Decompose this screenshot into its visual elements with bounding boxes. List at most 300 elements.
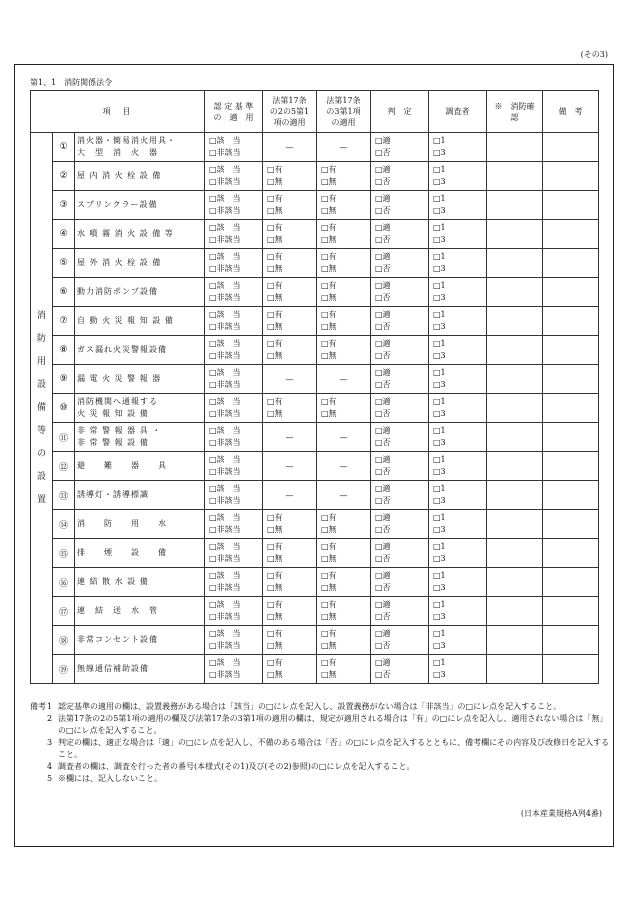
confirm-cell[interactable] <box>487 307 543 336</box>
confirm-cell[interactable] <box>487 510 543 539</box>
item-name-line: 水 噴 霧 消 火 設 備 等 <box>77 229 174 238</box>
checkbox-option[interactable]: □該 当 <box>209 223 241 232</box>
checkbox-option[interactable]: □無 <box>321 670 337 679</box>
standard-cell <box>205 336 263 365</box>
confirm-cell[interactable] <box>487 162 543 191</box>
checkbox-option[interactable]: □1 <box>433 426 446 435</box>
standard-cell <box>205 539 263 568</box>
law-1-not-applicable: — <box>263 133 317 162</box>
checkbox-option[interactable]: □1 <box>433 368 446 377</box>
judgment-cell <box>371 568 429 597</box>
checkbox-option[interactable]: □非該当 <box>209 264 241 273</box>
note-item <box>30 701 610 713</box>
checkbox-option[interactable]: □非該当 <box>209 409 241 418</box>
checkbox-option[interactable]: □否 <box>375 438 391 447</box>
checkbox-option[interactable]: □適 <box>375 281 391 290</box>
item-name <box>75 539 205 568</box>
checkbox-option[interactable]: □適 <box>375 600 391 609</box>
checkbox-option[interactable]: □該 当 <box>209 397 241 406</box>
judgment-cell <box>371 539 429 568</box>
checkbox-option[interactable]: □1 <box>433 223 446 232</box>
confirm-cell[interactable] <box>487 452 543 481</box>
checkbox-option[interactable]: □1 <box>433 455 446 464</box>
table-row <box>31 655 599 684</box>
checkbox-option[interactable]: □有 <box>267 310 283 319</box>
inspector-cell <box>429 568 487 597</box>
checkbox-option[interactable]: □1 <box>433 513 446 522</box>
item-name <box>75 220 205 249</box>
checkbox-option[interactable]: □否 <box>375 612 391 621</box>
checkbox-option[interactable]: □3 <box>433 264 446 273</box>
table-row <box>31 481 599 510</box>
item-number: ③ <box>53 191 75 220</box>
checkbox-option[interactable]: □非該当 <box>209 554 241 563</box>
checkbox-option[interactable]: □適 <box>375 165 391 174</box>
inspector-cell <box>429 365 487 394</box>
confirm-cell[interactable] <box>487 191 543 220</box>
remarks-cell[interactable] <box>543 423 599 452</box>
checkbox-option[interactable]: □否 <box>375 409 391 418</box>
law-1-cell <box>263 626 317 655</box>
checkbox-option[interactable]: □該 当 <box>209 600 241 609</box>
checkbox-option[interactable]: □該 当 <box>209 513 241 522</box>
checkbox-option[interactable]: □適 <box>375 339 391 348</box>
checkbox-option[interactable]: □適 <box>375 484 391 493</box>
checkbox-option[interactable]: □該 当 <box>209 368 241 377</box>
checkbox-option[interactable]: □非該当 <box>209 177 241 186</box>
note-item <box>30 713 610 737</box>
table-row <box>31 510 599 539</box>
header-law-1-line: の2の5第1 <box>269 107 310 116</box>
item-number: ⑫ <box>53 452 75 481</box>
checkbox-option[interactable]: □3 <box>433 583 446 592</box>
judgment-cell <box>371 278 429 307</box>
checkbox-option[interactable]: □無 <box>267 612 283 621</box>
checkbox-option[interactable]: □無 <box>321 583 337 592</box>
header-law-2-line: の3第1項 <box>326 107 361 116</box>
checkbox-option[interactable]: □否 <box>375 235 391 244</box>
checkbox-option[interactable]: □該 当 <box>209 252 241 261</box>
checkbox-option[interactable]: □該 当 <box>209 136 241 145</box>
checkbox-option[interactable]: □無 <box>321 235 337 244</box>
checkbox-option[interactable]: □該 当 <box>209 339 241 348</box>
confirm-cell[interactable] <box>487 655 543 684</box>
standard-cell <box>205 191 263 220</box>
checkbox-option[interactable]: □該 当 <box>209 484 241 493</box>
checkbox-option[interactable]: □適 <box>375 455 391 464</box>
item-number: ⑥ <box>53 278 75 307</box>
checkbox-option[interactable]: □非該当 <box>209 322 241 331</box>
checkbox-option[interactable]: □該 当 <box>209 571 241 580</box>
checkbox-option[interactable]: □無 <box>267 670 283 679</box>
checkbox-option[interactable]: □有 <box>267 397 283 406</box>
checkbox-option[interactable]: □非該当 <box>209 670 241 679</box>
remarks-cell[interactable] <box>543 249 599 278</box>
confirm-cell[interactable] <box>487 626 543 655</box>
checkbox-option[interactable]: □3 <box>433 496 446 505</box>
remarks-cell[interactable] <box>543 307 599 336</box>
remarks-cell[interactable] <box>543 510 599 539</box>
checkbox-option[interactable]: □有 <box>267 339 283 348</box>
remarks-cell[interactable] <box>543 133 599 162</box>
checkbox-option[interactable]: □否 <box>375 554 391 563</box>
checkbox-option[interactable]: □3 <box>433 148 446 157</box>
judgment-cell <box>371 597 429 626</box>
law-2-cell <box>317 336 371 365</box>
item-name <box>75 568 205 597</box>
confirm-cell[interactable] <box>487 597 543 626</box>
item-name <box>75 510 205 539</box>
checkbox-option[interactable]: □無 <box>321 641 337 650</box>
checkbox-option[interactable]: □無 <box>267 206 283 215</box>
checkbox-option[interactable]: □有 <box>321 600 337 609</box>
checkbox-option[interactable]: □有 <box>267 571 283 580</box>
confirm-cell[interactable] <box>487 336 543 365</box>
remarks-cell[interactable] <box>543 626 599 655</box>
checkbox-option[interactable]: □該 当 <box>209 194 241 203</box>
checkbox-option[interactable]: □有 <box>321 397 337 406</box>
item-name-line: 避 難 器 具 <box>77 461 167 470</box>
checkbox-option[interactable]: □3 <box>433 235 446 244</box>
law-2-cell <box>317 655 371 684</box>
remarks-cell[interactable] <box>543 568 599 597</box>
checkbox-option[interactable]: □1 <box>433 136 446 145</box>
inspector-cell <box>429 220 487 249</box>
checkbox-option[interactable]: □3 <box>433 409 446 418</box>
judgment-cell <box>371 249 429 278</box>
standard-cell <box>205 133 263 162</box>
checkbox-option[interactable]: □無 <box>321 554 337 563</box>
inspector-cell <box>429 597 487 626</box>
checkbox-option[interactable]: □否 <box>375 206 391 215</box>
remarks-cell[interactable] <box>543 365 599 394</box>
checkbox-option[interactable]: □適 <box>375 252 391 261</box>
remarks-cell[interactable] <box>543 452 599 481</box>
checkbox-option[interactable]: □非該当 <box>209 235 241 244</box>
law-2-cell <box>317 162 371 191</box>
checkbox-option[interactable]: □無 <box>321 351 337 360</box>
remarks-cell[interactable] <box>543 278 599 307</box>
checkbox-option[interactable]: □有 <box>321 223 337 232</box>
checkbox-option[interactable]: □該 当 <box>209 455 241 464</box>
checkbox-option[interactable]: □無 <box>321 293 337 302</box>
checkbox-option[interactable]: □否 <box>375 351 391 360</box>
confirm-cell[interactable] <box>487 539 543 568</box>
checkbox-option[interactable]: □有 <box>267 542 283 551</box>
checkbox-option[interactable]: □適 <box>375 194 391 203</box>
header-law-2-line: 法第17条 <box>326 96 361 105</box>
checkbox-option[interactable]: □適 <box>375 426 391 435</box>
checkbox-option[interactable]: □有 <box>267 165 283 174</box>
item-name-line: 屋 内 消 火 栓 設 備 <box>77 171 162 180</box>
checkbox-option[interactable]: □1 <box>433 629 446 638</box>
checkbox-option[interactable]: □有 <box>267 281 283 290</box>
checkbox-option[interactable]: □非該当 <box>209 641 241 650</box>
checkbox-option[interactable]: □3 <box>433 177 446 186</box>
law-2-not-applicable: — <box>317 365 371 394</box>
checkbox-option[interactable]: □無 <box>267 351 283 360</box>
checkbox-option[interactable]: □非該当 <box>209 525 241 534</box>
checkbox-option[interactable]: □無 <box>267 177 283 186</box>
checkbox-option[interactable]: □3 <box>433 467 446 476</box>
item-name <box>75 162 205 191</box>
checkbox-option[interactable]: □適 <box>375 513 391 522</box>
standard-cell <box>205 249 263 278</box>
checkbox-option[interactable]: □1 <box>433 165 446 174</box>
checkbox-option[interactable]: □3 <box>433 322 446 331</box>
table-row <box>31 307 599 336</box>
table-row <box>31 568 599 597</box>
checkbox-option[interactable]: □有 <box>321 629 337 638</box>
checkbox-option[interactable]: □非該当 <box>209 438 241 447</box>
header-judgment: 判 定 <box>371 91 429 133</box>
checkbox-option[interactable]: □1 <box>433 658 446 667</box>
remarks-cell[interactable] <box>543 336 599 365</box>
checkbox-option[interactable]: □否 <box>375 264 391 273</box>
standard-cell <box>205 597 263 626</box>
checkbox-option[interactable]: □否 <box>375 583 391 592</box>
checkbox-option[interactable]: □無 <box>321 322 337 331</box>
checkbox-option[interactable]: □3 <box>433 293 446 302</box>
checkbox-option[interactable]: □有 <box>321 165 337 174</box>
confirm-cell[interactable] <box>487 249 543 278</box>
checkbox-option[interactable]: □該 当 <box>209 658 241 667</box>
checkbox-option[interactable]: □該 当 <box>209 629 241 638</box>
law-1-cell <box>263 597 317 626</box>
checkbox-option[interactable]: □否 <box>375 525 391 534</box>
checkbox-option[interactable]: □無 <box>321 612 337 621</box>
checkbox-option[interactable]: □有 <box>321 542 337 551</box>
checkbox-option[interactable]: □1 <box>433 571 446 580</box>
remarks-cell[interactable] <box>543 597 599 626</box>
item-name <box>75 336 205 365</box>
table-row <box>31 162 599 191</box>
page-number: (その3) <box>580 50 608 59</box>
checkbox-option[interactable]: □適 <box>375 397 391 406</box>
standard-cell <box>205 568 263 597</box>
checkbox-option[interactable]: □無 <box>267 554 283 563</box>
note-number: 1 <box>47 702 53 711</box>
checkbox-option[interactable]: □否 <box>375 670 391 679</box>
checkbox-option[interactable]: □非該当 <box>209 293 241 302</box>
remarks-cell[interactable] <box>543 162 599 191</box>
inspector-cell <box>429 249 487 278</box>
checkbox-option[interactable]: □該 当 <box>209 165 241 174</box>
standard-cell <box>205 510 263 539</box>
standard-cell <box>205 162 263 191</box>
checkbox-option[interactable]: □有 <box>267 252 283 261</box>
checkbox-option[interactable]: □1 <box>433 310 446 319</box>
checkbox-option[interactable]: □3 <box>433 554 446 563</box>
item-number: ② <box>53 162 75 191</box>
checkbox-option[interactable]: □3 <box>433 670 446 679</box>
checkbox-option[interactable]: □否 <box>375 496 391 505</box>
checkbox-option[interactable]: □1 <box>433 194 446 203</box>
checkbox-option[interactable]: □否 <box>375 641 391 650</box>
judgment-cell <box>371 423 429 452</box>
checkbox-option[interactable]: □3 <box>433 641 446 650</box>
note-number: 4 <box>47 762 53 771</box>
item-number: ⑦ <box>53 307 75 336</box>
item-number: ⑱ <box>53 626 75 655</box>
checkbox-option[interactable]: □無 <box>321 409 337 418</box>
confirm-cell[interactable] <box>487 365 543 394</box>
confirm-cell[interactable] <box>487 481 543 510</box>
checkbox-option[interactable]: □否 <box>375 293 391 302</box>
checkbox-option[interactable]: □有 <box>267 629 283 638</box>
checkbox-option[interactable]: □1 <box>433 281 446 290</box>
remarks-cell[interactable] <box>543 481 599 510</box>
inspector-cell <box>429 539 487 568</box>
law-1-cell <box>263 191 317 220</box>
checkbox-option[interactable]: □適 <box>375 629 391 638</box>
remarks-cell[interactable] <box>543 655 599 684</box>
checkbox-option[interactable]: □該 当 <box>209 281 241 290</box>
law-1-cell <box>263 510 317 539</box>
checkbox-option[interactable]: □無 <box>321 525 337 534</box>
inspector-cell <box>429 336 487 365</box>
checkbox-option[interactable]: □該 当 <box>209 310 241 319</box>
note-number: 3 <box>47 738 53 747</box>
checkbox-option[interactable]: □無 <box>267 583 283 592</box>
standard-cell <box>205 423 263 452</box>
checkbox-option[interactable]: □3 <box>433 525 446 534</box>
confirm-cell[interactable] <box>487 423 543 452</box>
note-number: 5 <box>47 774 53 783</box>
checkbox-option[interactable]: □1 <box>433 542 446 551</box>
item-name-line: 自 動 火 災 報 知 設 備 <box>77 316 174 325</box>
checkbox-option[interactable]: □非該当 <box>209 380 241 389</box>
checkbox-option[interactable]: □有 <box>267 658 283 667</box>
checkbox-option[interactable]: □適 <box>375 571 391 580</box>
checkbox-option[interactable]: □非該当 <box>209 206 241 215</box>
checkbox-option[interactable]: □非該当 <box>209 583 241 592</box>
law-2-cell <box>317 597 371 626</box>
checkbox-option[interactable]: □無 <box>267 322 283 331</box>
checkbox-option[interactable]: □否 <box>375 380 391 389</box>
checkbox-option[interactable]: □無 <box>267 264 283 273</box>
checkbox-option[interactable]: □非該当 <box>209 467 241 476</box>
item-name-line: 大 型 消 火 器 <box>77 148 158 157</box>
checkbox-option[interactable]: □否 <box>375 322 391 331</box>
header-confirm-line: 認 <box>510 112 519 122</box>
checkbox-option[interactable]: □有 <box>267 600 283 609</box>
item-name-line: 動力消防ポンプ設備 <box>77 287 158 296</box>
checkbox-option[interactable]: □該 当 <box>209 426 241 435</box>
checkbox-option[interactable]: □適 <box>375 136 391 145</box>
table-row <box>31 452 599 481</box>
confirm-cell[interactable] <box>487 133 543 162</box>
checkbox-option[interactable]: □有 <box>267 223 283 232</box>
notes-block <box>30 701 610 785</box>
checkbox-option[interactable]: □1 <box>433 600 446 609</box>
checkbox-option[interactable]: □3 <box>433 351 446 360</box>
checkbox-option[interactable]: □適 <box>375 310 391 319</box>
checkbox-option[interactable]: □非該当 <box>209 148 241 157</box>
header-confirm <box>487 91 543 133</box>
checkbox-option[interactable]: □無 <box>267 293 283 302</box>
remarks-cell[interactable] <box>543 191 599 220</box>
remarks-cell[interactable] <box>543 394 599 423</box>
checkbox-option[interactable]: □3 <box>433 206 446 215</box>
law-2-cell <box>317 568 371 597</box>
checkbox-option[interactable]: □適 <box>375 542 391 551</box>
judgment-cell <box>371 452 429 481</box>
checkbox-option[interactable]: □無 <box>267 525 283 534</box>
checkbox-option[interactable]: □有 <box>267 513 283 522</box>
checkbox-option[interactable]: □無 <box>321 177 337 186</box>
checkbox-option[interactable]: □否 <box>375 148 391 157</box>
checkbox-option[interactable]: □有 <box>321 310 337 319</box>
checkbox-option[interactable]: □無 <box>267 641 283 650</box>
item-name <box>75 394 205 423</box>
confirm-cell[interactable] <box>487 220 543 249</box>
checkbox-option[interactable]: □無 <box>267 235 283 244</box>
checkbox-option[interactable]: □3 <box>433 612 446 621</box>
checkbox-option[interactable]: □無 <box>321 206 337 215</box>
checkbox-option[interactable]: □有 <box>321 513 337 522</box>
remarks-cell[interactable] <box>543 220 599 249</box>
checkbox-option[interactable]: □有 <box>321 252 337 261</box>
checkbox-option[interactable]: □1 <box>433 339 446 348</box>
remarks-cell[interactable] <box>543 539 599 568</box>
checkbox-option[interactable]: □否 <box>375 177 391 186</box>
checkbox-option[interactable]: □無 <box>267 409 283 418</box>
checkbox-option[interactable]: □有 <box>321 658 337 667</box>
law-1-cell <box>263 394 317 423</box>
item-name-line: 消 防 用 水 <box>77 519 167 528</box>
item-name <box>75 597 205 626</box>
checkbox-option[interactable]: □非該当 <box>209 496 241 505</box>
judgment-cell <box>371 336 429 365</box>
checkbox-option[interactable]: □適 <box>375 368 391 377</box>
checkbox-option[interactable]: □3 <box>433 380 446 389</box>
table-row <box>31 336 599 365</box>
law-1-cell <box>263 307 317 336</box>
checkbox-option[interactable]: □該 当 <box>209 542 241 551</box>
checkbox-option[interactable]: □3 <box>433 438 446 447</box>
checkbox-option[interactable]: □有 <box>321 571 337 580</box>
checkbox-option[interactable]: □有 <box>321 194 337 203</box>
item-name-line: 屋 外 消 火 栓 設 備 <box>77 258 162 267</box>
confirm-cell[interactable] <box>487 568 543 597</box>
item-number: ⑧ <box>53 336 75 365</box>
checkbox-option[interactable]: □否 <box>375 467 391 476</box>
checkbox-option[interactable]: □適 <box>375 223 391 232</box>
checkbox-option[interactable]: □非該当 <box>209 612 241 621</box>
section-title: 第1、1 消防関係法令 <box>30 78 113 87</box>
checkbox-option[interactable]: □有 <box>321 339 337 348</box>
item-number: ⑯ <box>53 568 75 597</box>
judgment-cell <box>371 481 429 510</box>
confirm-cell[interactable] <box>487 278 543 307</box>
checkbox-option[interactable]: □1 <box>433 252 446 261</box>
checkbox-option[interactable]: □1 <box>433 484 446 493</box>
table-row <box>31 249 599 278</box>
checkbox-option[interactable]: □適 <box>375 658 391 667</box>
checkbox-option[interactable]: □1 <box>433 397 446 406</box>
checkbox-option[interactable]: □無 <box>321 264 337 273</box>
inspector-cell <box>429 191 487 220</box>
confirm-cell[interactable] <box>487 394 543 423</box>
checkbox-option[interactable]: □非該当 <box>209 351 241 360</box>
checkbox-option[interactable]: □有 <box>267 194 283 203</box>
checkbox-option[interactable]: □有 <box>321 281 337 290</box>
item-number: ① <box>53 133 75 162</box>
equipment-table <box>30 90 599 684</box>
inspector-cell <box>429 307 487 336</box>
header-law-2-line: の適用 <box>331 118 356 127</box>
